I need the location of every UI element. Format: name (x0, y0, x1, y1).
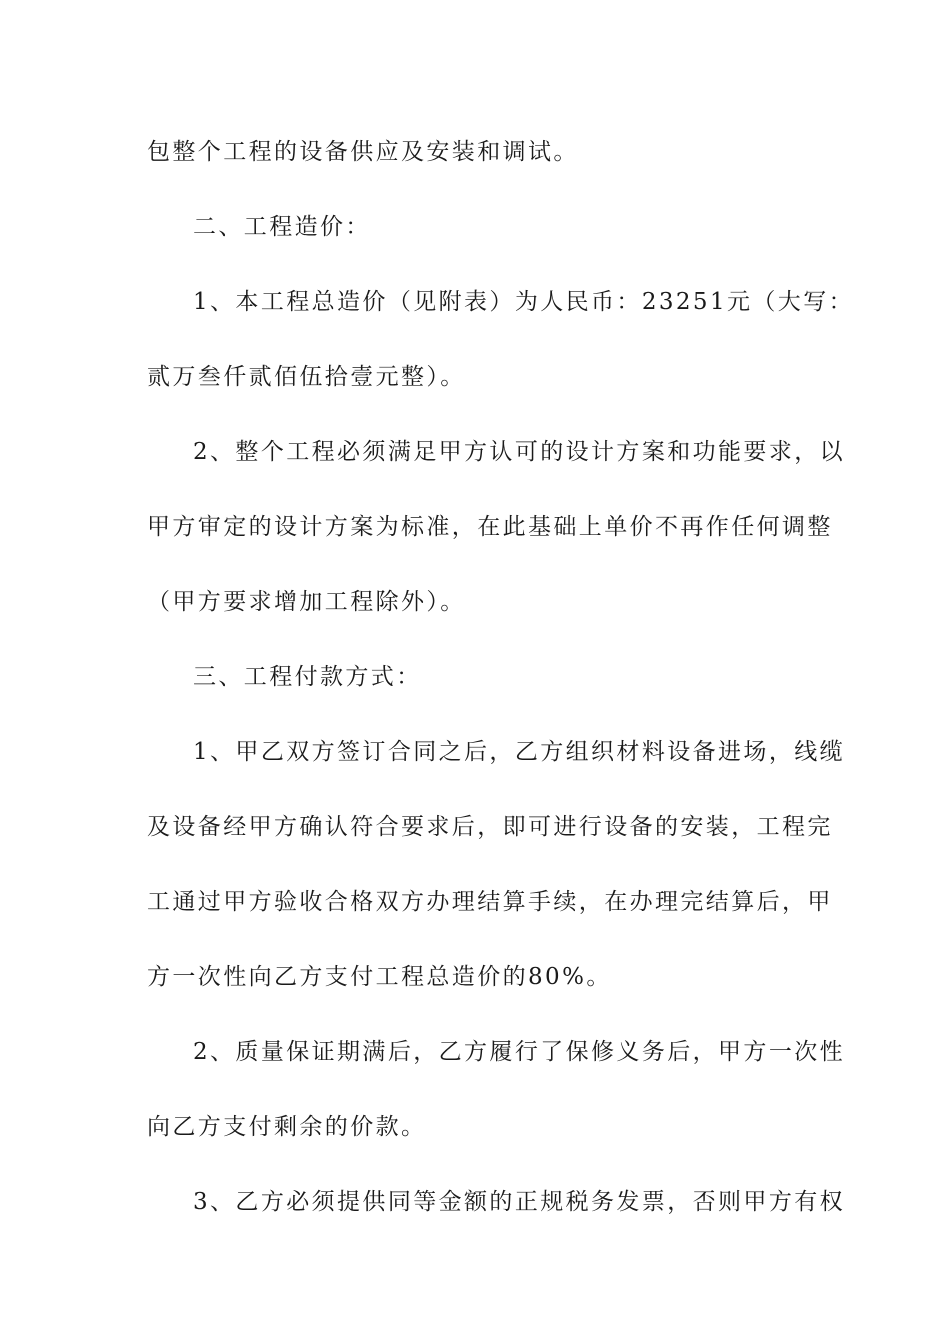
text-line-4: 贰万叁仟贰佰伍拾壹元整）。 (147, 364, 466, 390)
text-line-6: 甲方审定的设计方案为标准，在此基础上单价不再作任何调整 (147, 514, 833, 540)
text-line-15: 3、乙方必须提供同等金额的正规税务发票，否则甲方有权 (193, 1189, 846, 1215)
text-line-9: 1、甲乙双方签订合同之后，乙方组织材料设备进场，线缆 (193, 739, 846, 765)
text-line-5: 2、整个工程必须满足甲方认可的设计方案和功能要求，以 (193, 439, 846, 465)
text-line-7: （甲方要求增加工程除外）。 (147, 589, 466, 615)
text-line-10: 及设备经甲方确认符合要求后，即可进行设备的安装，工程完 (147, 814, 833, 840)
text-line-14: 向乙方支付剩余的价款。 (147, 1114, 427, 1140)
text-line-1: 包整个工程的设备供应及安装和调试。 (147, 139, 579, 165)
text-line-13: 2、质量保证期满后，乙方履行了保修义务后，甲方一次性 (193, 1039, 846, 1065)
text-line-11: 工通过甲方验收合格双方办理结算手续，在办理完结算后，甲 (147, 889, 833, 915)
section-heading-payment-method: 三、工程付款方式： (193, 664, 422, 690)
section-heading-project-cost: 二、工程造价： (193, 214, 371, 240)
text-line-3: 1、本工程总造价（见附表）为人民币：23251元（大写： (193, 289, 854, 315)
text-line-12: 方一次性向乙方支付工程总造价的80%。 (147, 964, 612, 990)
